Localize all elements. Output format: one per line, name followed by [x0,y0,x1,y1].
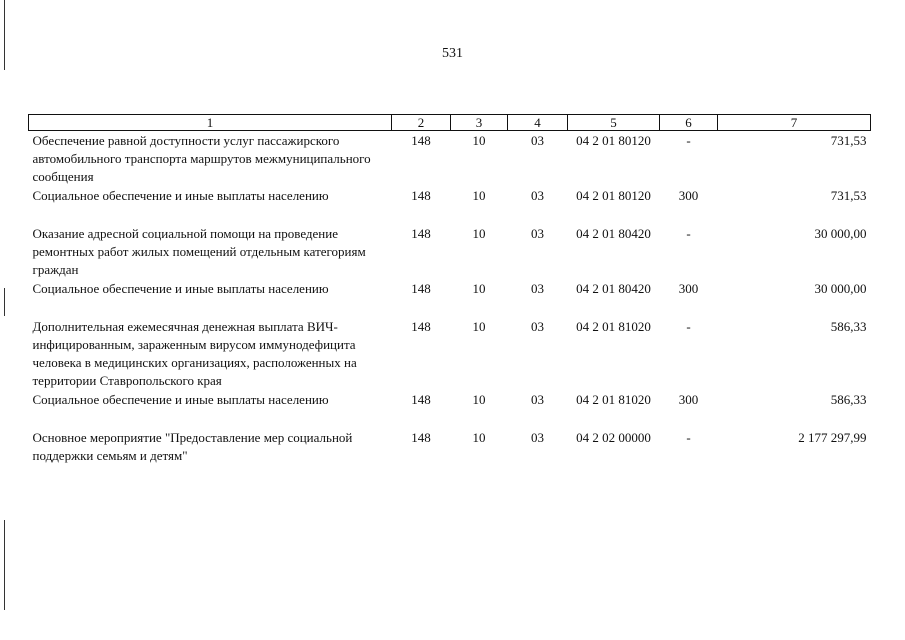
item-name: Социальное обеспечение и иные выплаты населению [32,188,329,203]
scan-edge-line [4,288,5,316]
item-name: Оказание адресной социальной помощи на проведение ремонтных работ жилых помещений отдельным категориям граждан [32,226,366,277]
row-spacer [29,298,871,317]
item-name: Социальное обеспечение и иные выплаты населению [32,392,329,407]
amount: 2 177 297,99 [798,430,867,445]
target-article-code: 04 2 01 80120 [576,133,651,148]
target-article-code: 04 2 02 00000 [576,430,651,445]
expense-type-code: 300 [678,392,699,407]
subsection-code: 03 [531,430,544,445]
section-code: 10 [472,133,486,148]
table-row [29,428,871,465]
section-code: 10 [472,188,486,203]
column-header: 5 [568,115,660,131]
table-row [29,279,871,298]
page-number: 531 [442,46,463,61]
item-name: Дополнительная ежемесячная денежная выплата ВИЧ-инфицированным, зараженным вирусом иммунодефицита человека в медицинских организациях, расположенных на территории Ставропольского края [32,319,357,388]
amount: 586,33 [830,319,867,334]
ministry-code: 148 [411,226,431,241]
column-header: 6 [660,115,718,131]
column-header: 1 [29,115,392,131]
subsection-code: 03 [531,281,544,296]
expense-type-code: - [686,133,691,148]
ministry-code: 148 [411,430,431,445]
column-header: 2 [392,115,451,131]
amount: 731,53 [830,133,867,148]
budget-table [28,114,871,465]
item-name: Основное мероприятие "Предоставление мер социальной поддержки семьям и детям" [32,430,353,463]
subsection-code: 03 [531,226,544,241]
row-spacer [29,409,871,428]
amount: 586,33 [830,392,867,407]
target-article-code: 04 2 01 80420 [576,281,651,296]
section-code: 10 [472,392,486,407]
ministry-code: 148 [411,188,431,203]
target-article-code: 04 2 01 81020 [576,392,651,407]
subsection-code: 03 [531,392,544,407]
item-name: Обеспечение равной доступности услуг пассажирского автомобильного транспорта маршрутов межмуниципального сообщения [32,133,371,184]
table-row [29,186,871,205]
amount: 30 000,00 [814,226,867,241]
row-spacer [29,205,871,224]
target-article-code: 04 2 01 80420 [576,226,651,241]
ministry-code: 148 [411,392,431,407]
expense-type-code: - [686,226,691,241]
table-row [29,317,871,390]
column-header: 7 [718,115,871,131]
scan-edge-line [4,520,5,610]
section-code: 10 [472,430,486,445]
ministry-code: 148 [411,281,431,296]
table-row [29,224,871,279]
column-header: 3 [451,115,508,131]
column-number-header-row [29,115,871,131]
target-article-code: 04 2 01 80120 [576,188,651,203]
section-code: 10 [472,281,486,296]
subsection-code: 03 [531,133,544,148]
ministry-code: 148 [411,133,431,148]
table-row [29,131,871,187]
item-name: Социальное обеспечение и иные выплаты населению [32,281,329,296]
expense-type-code: - [686,319,691,334]
amount: 731,53 [830,188,867,203]
table-row [29,390,871,409]
section-code: 10 [472,226,486,241]
section-code: 10 [472,319,486,334]
amount: 30 000,00 [814,281,867,296]
subsection-code: 03 [531,319,544,334]
expense-type-code: - [686,430,691,445]
target-article-code: 04 2 01 81020 [576,319,651,334]
expense-type-code: 300 [678,281,699,296]
subsection-code: 03 [531,188,544,203]
ministry-code: 148 [411,319,431,334]
expense-type-code: 300 [678,188,699,203]
column-header: 4 [508,115,568,131]
